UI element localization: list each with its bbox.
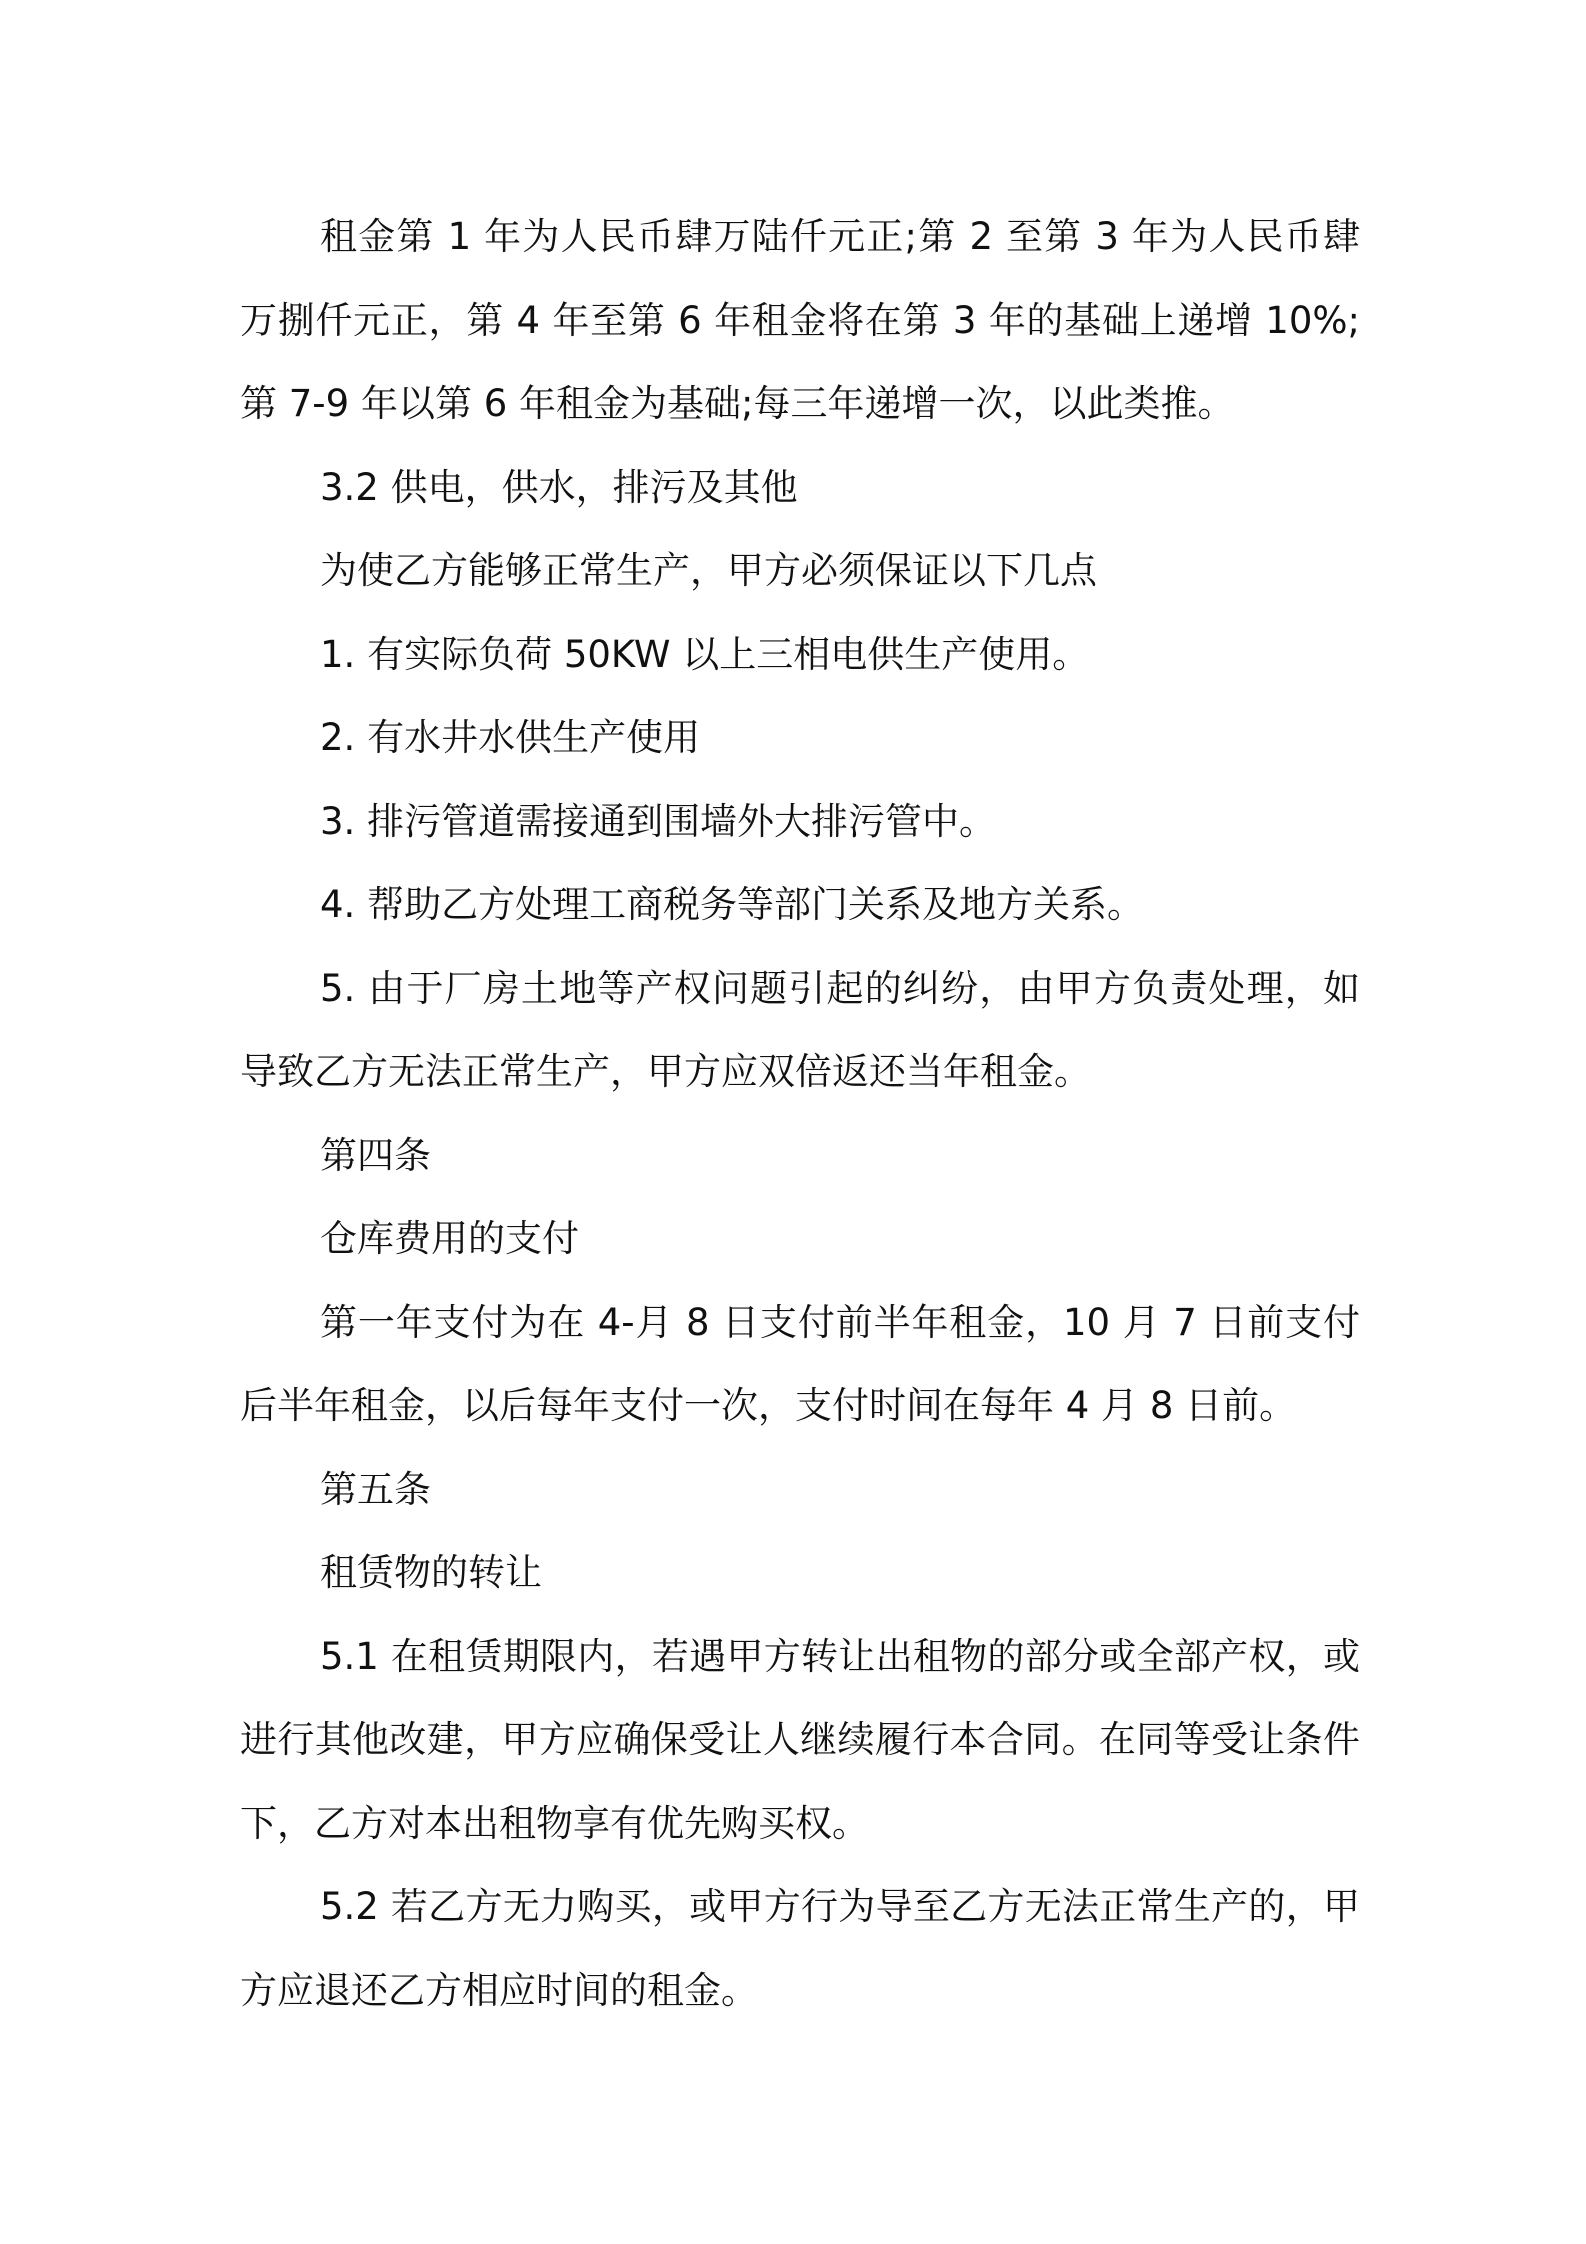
document-body (240, 195, 1360, 2032)
article-4-heading: 第四条 (320, 1133, 431, 1177)
clause-5-1: 5.1 在租赁期限内，若遇甲方转让出租物的部分或全部产权，或进行其他改建，甲方应确保受让人继续履行本合同。在同等受让条件下，乙方对本出租物享有优先购买权。 (240, 1634, 1360, 1845)
list-item-5: 5. 由于厂房土地等产权问题引起的纠纷，由甲方负责处理，如导致乙方无法正常生产，甲方应双倍返还当年租金。 (240, 966, 1360, 1093)
list-item-2: 2. 有水井水供生产使用 (320, 716, 701, 759)
list-item-4: 4. 帮助乙方处理工商税务等部门关系及地方关系。 (320, 883, 1145, 926)
article-4-title: 仓库费用的支付 (320, 1217, 579, 1260)
section-3-2-heading: 3.2 供电，供水，排污及其他 (320, 465, 798, 509)
article-5-title: 租赁物的转让 (320, 1551, 542, 1594)
list-item-1: 1. 有实际负荷 50KW 以上三相电供生产使用。 (320, 632, 1090, 676)
paragraph-payment-terms: 第一年支付为在 4-月 8 日支付前半年租金，10 月 7 日前支付后半年租金，以后每年支付一次，支付时间在每年 4 月 8 日前。 (240, 1300, 1360, 1427)
list-item-3: 3. 排污管道需接通到围墙外大排污管中。 (320, 799, 997, 843)
paragraph-guarantee-intro: 为使乙方能够正常生产，甲方必须保证以下几点 (320, 549, 1097, 592)
clause-5-2: 5.2 若乙方无力购买，或甲方行为导至乙方无法正常生产的，甲方应退还乙方相应时间的租金。 (240, 1885, 1360, 2012)
article-5-heading: 第五条 (320, 1467, 431, 1511)
paragraph-rent-schedule: 租金第 1 年为人民币肆万陆仟元正;第 2 至第 3 年为人民币肆万捌仟元正，第 4 年至第 6 年租金将在第 3 年的基础上递增 10%;第 7-9 年以第 6 年租金为基础;每三年递增一次，以此类推。 (240, 215, 1360, 425)
